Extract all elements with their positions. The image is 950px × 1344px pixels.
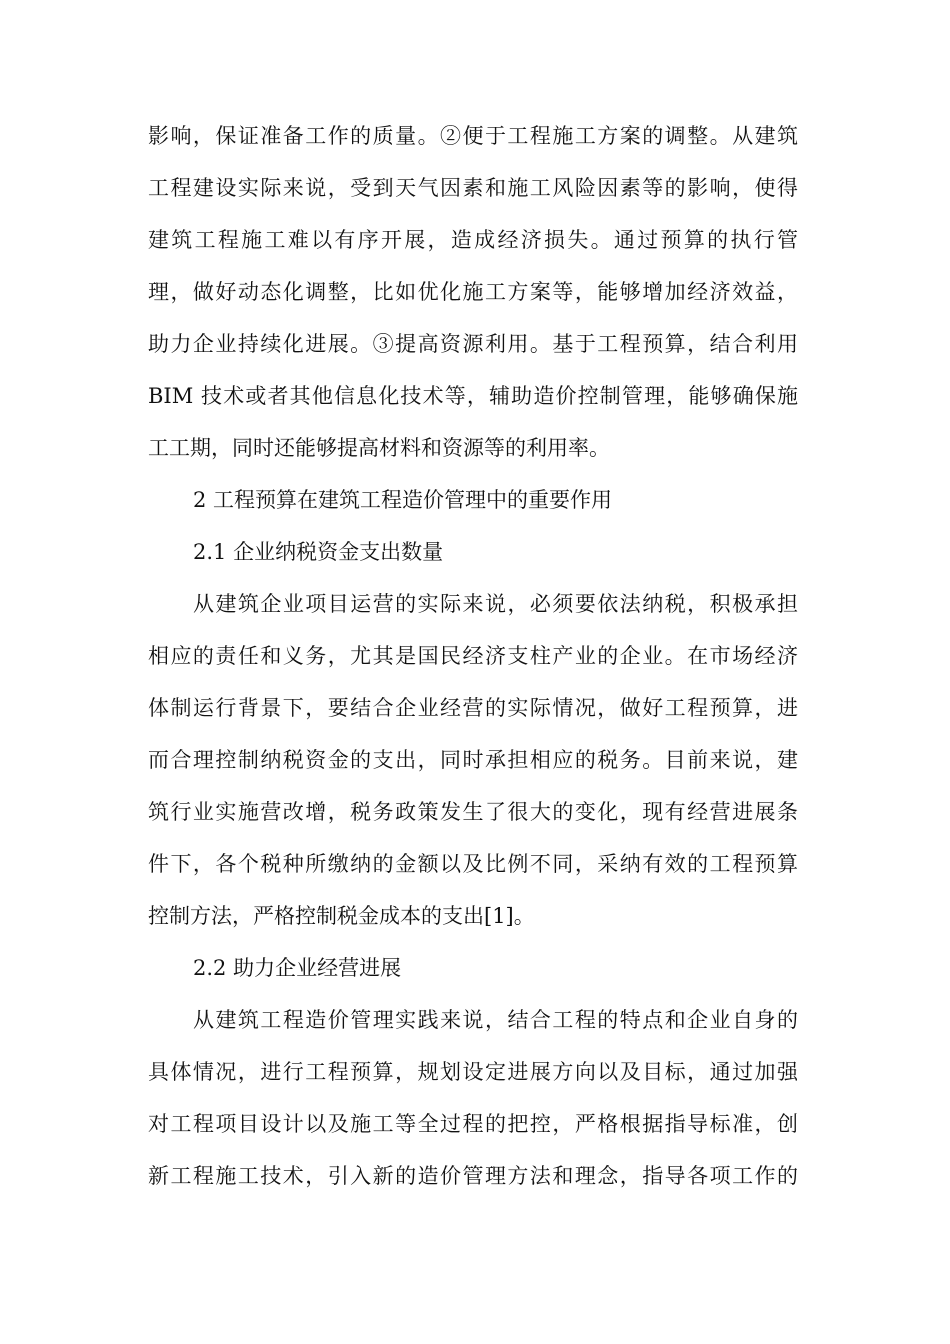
paragraph-line: 筑行业实施营改增，税务政策发生了很大的变化，现有经营进展条	[148, 800, 798, 824]
paragraph-line: 对工程项目设计以及施工等全过程的把控，严格根据指导标准，创	[148, 1112, 798, 1136]
paragraph-line: 从建筑企业项目运营的实际来说，必须要依法纳税，积极承担	[193, 592, 798, 616]
paragraph-line: 影响，保证准备工作的质量。②便于工程施工方案的调整。从建筑	[148, 124, 798, 148]
paragraph-line: 新工程施工技术，引入新的造价管理方法和理念，指导各项工作的	[148, 1164, 798, 1188]
section-heading: 2 工程预算在建筑工程造价管理中的重要作用	[193, 488, 613, 512]
paragraph-line: 体制运行背景下，要结合企业经营的实际情况，做好工程预算，进	[148, 696, 798, 720]
paragraph-line: BIM 技术或者其他信息化技术等，辅助造价控制管理，能够确保施	[148, 384, 798, 408]
paragraph-line: 件下，各个税种所缴纳的金额以及比例不同，采纳有效的工程预算	[148, 852, 798, 876]
subsection-heading: 2.2 助力企业经营进展	[193, 956, 402, 980]
paragraph-line: 工程建设实际来说，受到天气因素和施工风险因素等的影响，使得	[148, 176, 798, 200]
paragraph-line: 而合理控制纳税资金的支出，同时承担相应的税务。目前来说，建	[148, 748, 798, 772]
paragraph-line: 工工期，同时还能够提高材料和资源等的利用率。	[148, 436, 610, 460]
paragraph-line: 具体情况，进行工程预算，规划设定进展方向以及目标，通过加强	[148, 1060, 798, 1084]
paragraph-line: 相应的责任和义务，尤其是国民经济支柱产业的企业。在市场经济	[148, 644, 798, 668]
paragraph-line: 理，做好动态化调整，比如优化施工方案等，能够增加经济效益，	[148, 280, 798, 304]
subsection-heading: 2.1 企业纳税资金支出数量	[193, 540, 444, 564]
paragraph-line: 从建筑工程造价管理实践来说，结合工程的特点和企业自身的	[193, 1008, 798, 1032]
paragraph-line: 控制方法，严格控制税金成本的支出[1]。	[148, 904, 535, 928]
paragraph-line: 助力企业持续化进展。③提高资源利用。基于工程预算，结合利用	[148, 332, 798, 356]
paragraph-line: 建筑工程施工难以有序开展，造成经济损失。通过预算的执行管	[148, 228, 798, 252]
